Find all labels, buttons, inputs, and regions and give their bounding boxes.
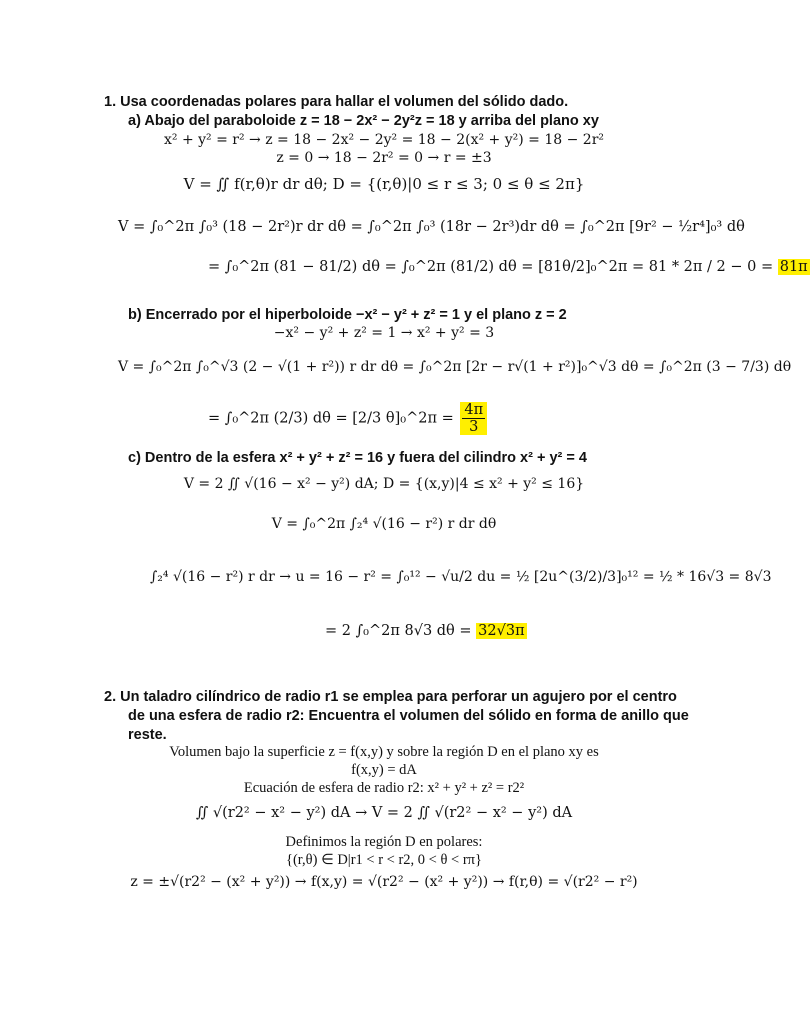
- part-a-line-2: z = 0 → 18 − 2r² = 0 → r = ±3: [276, 150, 492, 166]
- part-b-heading: b) Encerrado por el hiperboloide −x² − y² + z² = 1 y el plano z = 2: [128, 307, 567, 323]
- part-a-line-3: V = ∬ f(r,θ)r dr dθ; D = {(r,θ)|0 ≤ r ≤ 3; 0 ≤ θ ≤ 2π}: [183, 175, 585, 193]
- part-b-answer: [460, 402, 487, 435]
- problem-2-header-line-3: reste.: [128, 727, 167, 743]
- part-c-line-3: ∫₂⁴ √(16 − r²) r dr → u = 16 − r² = ∫₀¹² − √u/2 du = ½ [2u^(3/2)/3]₀¹² = ½ * 16√3 = 8√3: [150, 569, 772, 585]
- problem-2-line-3: Ecuación de esfera de radio r2: x² + y² + z² = r2²: [243, 780, 525, 796]
- problem-2-line-1: Volumen bajo la superficie z = f(x,y) y sobre la región D en el plano xy es: [169, 744, 599, 760]
- part-c-line-2: V = ∫₀^2π ∫₂⁴ √(16 − r²) r dr dθ: [271, 516, 497, 532]
- part-b-answer-denominator: 3: [469, 419, 479, 435]
- part-c-line-4: [325, 622, 527, 640]
- part-c-heading: c) Dentro de la esfera x² + y² + z² = 16 y fuera del cilindro x² + y² = 4: [128, 450, 587, 466]
- part-a-line-5-expr: = ∫₀^2π (81 − 81/2) dθ = ∫₀^2π (81/2) dθ = [81θ/2]₀^2π = 81 * 2π / 2 − 0 =: [208, 259, 774, 275]
- problem-1-header: 1. Usa coordenadas polares para hallar el volumen del sólido dado.: [104, 94, 569, 110]
- part-a-heading: a) Abajo del paraboloide z = 18 − 2x² − 2y²z = 18 y arriba del plano xy: [128, 113, 599, 129]
- part-b-answer-numerator: 4π: [464, 402, 484, 418]
- part-a-line-1: x² + y² = r² → z = 18 − 2x² − 2y² = 18 − 2(x² + y²) = 18 − 2r²: [163, 132, 604, 148]
- problem-2-line-2: f(x,y) = dA: [351, 762, 417, 778]
- part-b-line-3-expr: = ∫₀^2π (2/3) dθ = [2/3 θ]₀^2π =: [208, 410, 454, 427]
- part-a-line-4: V = ∫₀^2π ∫₀³ (18 − 2r²)r dr dθ = ∫₀^2π ∫₀³ (18r − 2r³)dr dθ = ∫₀^2π [9r² − ½r⁴]₀³ dθ: [118, 219, 745, 235]
- part-c-answer: 32√3π: [478, 623, 525, 639]
- problem-2-line-7: z = ±√(r2² − (x² + y²)) → f(x,y) = √(r2² − (x² + y²)) → f(r,θ) = √(r2² − r²): [130, 874, 638, 890]
- part-a-line-5: [208, 258, 810, 276]
- problem-2-line-4: ∬ √(r2² − x² − y²) dA → V = 2 ∬ √(r2² − x² − y²) dA: [195, 805, 573, 821]
- problem-2-header-line-2: de una esfera de radio r2: Encuentra el volumen del sólido en forma de anillo que: [128, 708, 689, 724]
- problem-2-line-5: Definimos la región D en polares:: [285, 834, 483, 850]
- part-b-line-1: −x² − y² + z² = 1 → x² + y² = 3: [273, 325, 495, 341]
- part-b-line-2: V = ∫₀^2π ∫₀^√3 (2 − √(1 + r²)) r dr dθ = ∫₀^2π [2r − r√(1 + r²)]₀^√3 dθ = ∫₀^2π (3 − 7/3) dθ: [118, 359, 792, 375]
- part-c-line-4-expr: = 2 ∫₀^2π 8√3 dθ =: [325, 623, 472, 639]
- part-c-line-1: V = 2 ∬ √(16 − x² − y²) dA; D = {(x,y)|4 ≤ x² + y² ≤ 16}: [183, 476, 585, 492]
- problem-2-line-6: {(r,θ) ∈ D|r1 < r < r2, 0 < θ < rπ}: [286, 852, 482, 868]
- part-a-answer: 81π: [779, 259, 808, 275]
- problem-2-header-line-1: 2. Un taladro cilíndrico de radio r1 se emplea para perforar un agujero por el centro: [104, 689, 677, 705]
- part-b-line-3: [208, 402, 489, 435]
